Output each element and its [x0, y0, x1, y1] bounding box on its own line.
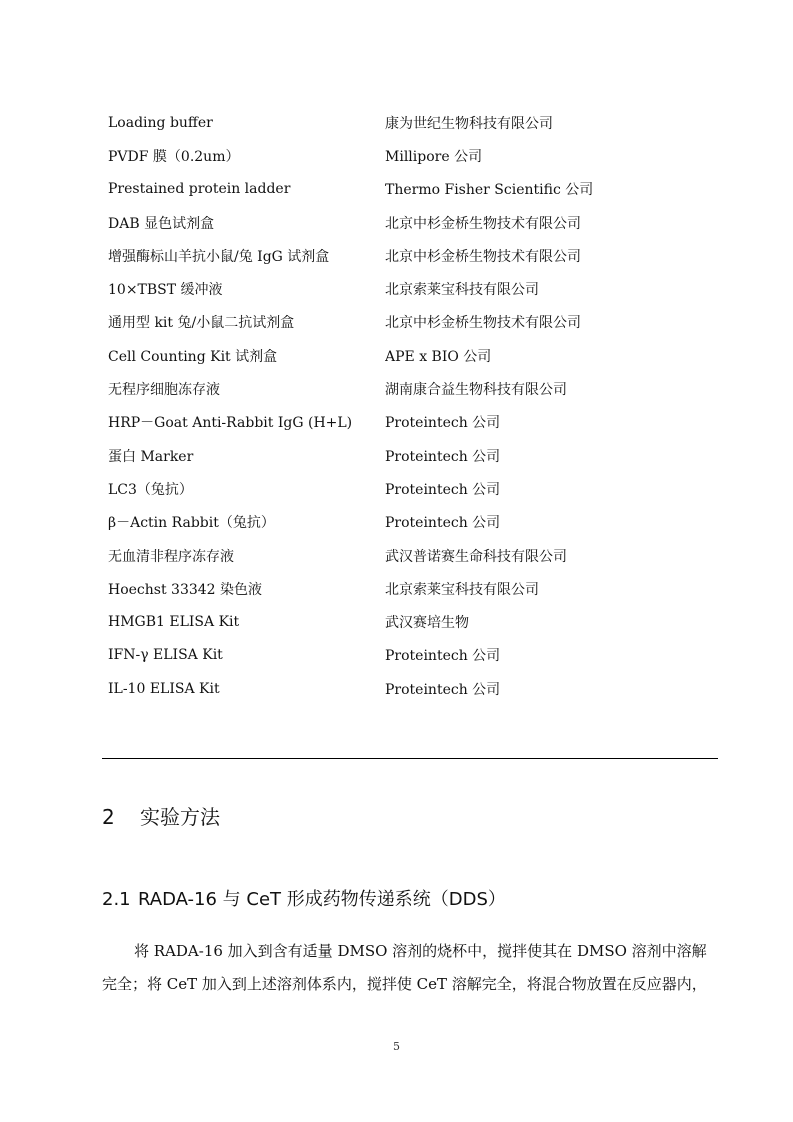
reagent-row — [108, 306, 728, 339]
reagent-vendor: Proteintech 公司 — [385, 681, 501, 698]
reagent-row — [108, 272, 728, 305]
subsection-title: RADA-16 与 CeT 形成药物传递系统（DDS） — [138, 889, 506, 910]
body-paragraph: 将 RADA-16 加入到含有适量 DMSO 溶剂的烧杯中，搅拌使其在 DMSO 溶剂中溶解完全；将 CeT 加入到上述溶剂体系内，搅拌使 CeT 溶解完全，将混合物放置在反应器内， — [102, 942, 707, 993]
reagent-name: HRP－Goat Anti-Rabbit IgG (H+L) — [108, 415, 353, 432]
reagent-name: DAB 显色试剂盒 — [108, 215, 215, 232]
reagent-row — [108, 605, 728, 638]
reagent-vendor: 北京索莱宝科技有限公司 — [385, 581, 539, 598]
reagent-row — [108, 173, 728, 206]
reagent-row — [108, 506, 728, 539]
reagent-row — [108, 406, 728, 439]
page-number: 5 — [393, 1040, 400, 1053]
reagent-name: 无程序细胞冻存液 — [108, 382, 220, 399]
reagent-row — [108, 639, 728, 672]
section-number: 2 — [102, 805, 115, 829]
reagent-name: 蛋白 Marker — [108, 448, 194, 465]
reagent-vendor: 北京索莱宝科技有限公司 — [385, 282, 539, 299]
reagent-vendor: Proteintech 公司 — [385, 448, 501, 465]
reagent-vendor: Proteintech 公司 — [385, 481, 501, 498]
reagent-name: LC3（兔抗） — [108, 481, 193, 498]
reagent-row — [108, 339, 728, 372]
section-heading — [102, 801, 220, 830]
reagent-vendor: 康为世纪生物科技有限公司 — [385, 115, 553, 132]
reagent-vendor: 武汉赛培生物 — [385, 615, 469, 632]
section-title: 实验方法 — [140, 805, 220, 829]
reagent-name: 无血清非程序冻存液 — [108, 548, 234, 565]
reagent-table — [108, 106, 728, 705]
reagent-row — [108, 239, 728, 272]
reagent-name: IL-10 ELISA Kit — [108, 680, 220, 697]
reagent-name: IFN-γ ELISA Kit — [108, 647, 223, 664]
reagent-name: PVDF 膜（0.2um） — [108, 148, 240, 165]
reagent-vendor: Thermo Fisher Scientific 公司 — [385, 182, 594, 199]
reagent-name: Loading buffer — [108, 114, 213, 131]
reagent-row — [108, 472, 728, 505]
reagent-name: 增强酶标山羊抗小鼠/兔 IgG 试剂盒 — [108, 248, 330, 265]
reagent-name: Hoechst 33342 染色液 — [108, 581, 263, 598]
reagent-row — [108, 106, 728, 139]
reagent-row — [108, 372, 728, 405]
reagent-vendor: 北京中杉金桥生物技术有限公司 — [385, 215, 581, 232]
reagent-vendor: 北京中杉金桥生物技术有限公司 — [385, 315, 581, 332]
reagent-row — [108, 572, 728, 605]
reagent-name: 通用型 kit 兔/小鼠二抗试剂盒 — [108, 315, 295, 332]
reagent-name: Prestained protein ladder — [108, 181, 291, 198]
subsection-heading — [102, 885, 506, 911]
reagent-row — [108, 439, 728, 472]
reagent-vendor: Millipore 公司 — [385, 148, 483, 165]
reagent-vendor: APE x BIO 公司 — [385, 348, 492, 365]
reagent-vendor: Proteintech 公司 — [385, 515, 501, 532]
reagent-name: HMGB1 ELISA Kit — [108, 614, 240, 631]
reagent-vendor: Proteintech 公司 — [385, 648, 501, 665]
reagent-vendor: 武汉普诺赛生命科技有限公司 — [385, 548, 567, 565]
reagent-name: 10×TBST 缓冲液 — [108, 282, 223, 299]
reagent-row — [108, 206, 728, 239]
reagent-name: Cell Counting Kit 试剂盒 — [108, 348, 278, 365]
divider-line — [102, 758, 718, 759]
subsection-number: 2.1 — [102, 889, 131, 910]
reagent-vendor: Proteintech 公司 — [385, 415, 501, 432]
reagent-vendor: 湖南康合益生物科技有限公司 — [385, 382, 567, 399]
reagent-vendor: 北京中杉金桥生物技术有限公司 — [385, 248, 581, 265]
reagent-row — [108, 672, 728, 705]
reagent-row — [108, 539, 728, 572]
reagent-name: β－Actin Rabbit（兔抗） — [108, 515, 275, 532]
reagent-row — [108, 139, 728, 172]
